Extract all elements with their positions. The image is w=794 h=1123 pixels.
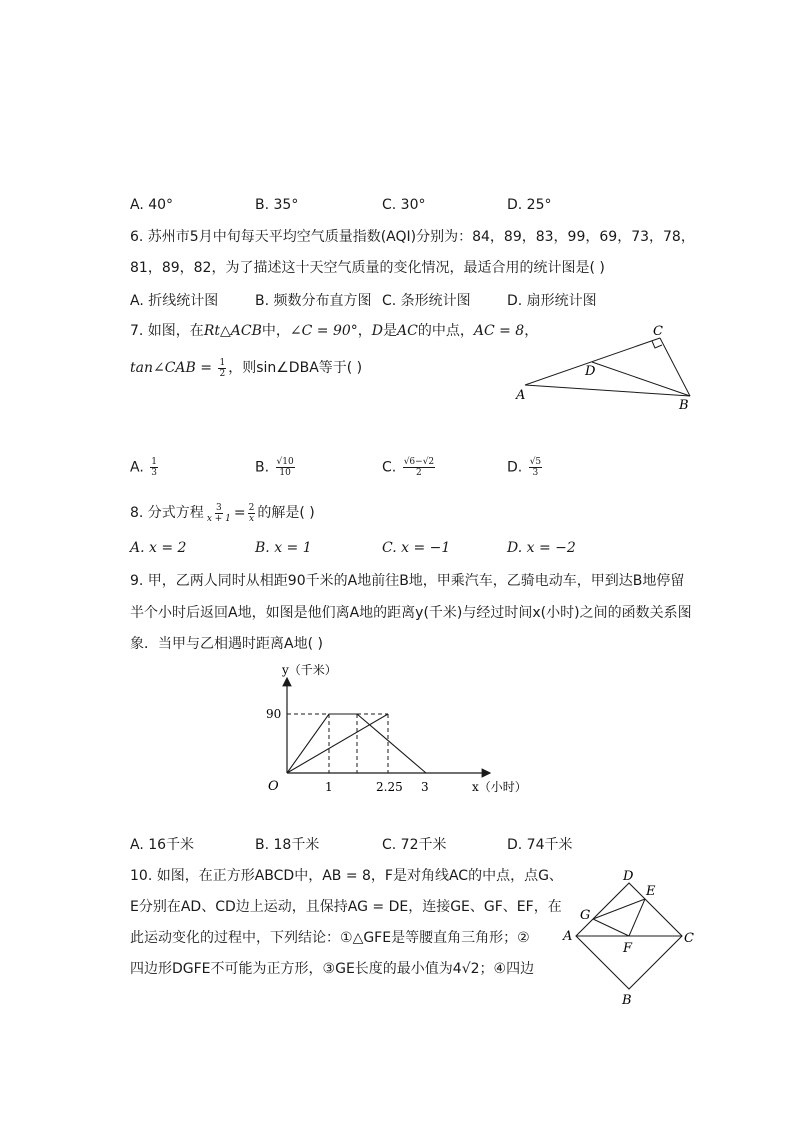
q8-option-b: B. x = 1 xyxy=(255,540,312,556)
q8-fraction-1-den: x + 1 xyxy=(206,513,231,524)
q10-square-figure xyxy=(560,864,700,1009)
q7-option-b xyxy=(255,457,297,478)
q9-line-yi xyxy=(287,714,388,773)
q7-label-c: C xyxy=(653,324,663,339)
q6-option-b: B. 频数分布直方图 xyxy=(255,293,372,309)
q7-option-d-den: 3 xyxy=(532,468,539,478)
q7-option-b-label: B. xyxy=(255,459,270,476)
q10-label-c: C xyxy=(684,931,694,946)
q8-equals: = xyxy=(233,505,246,521)
q9-y-label: y（千米） xyxy=(282,663,337,677)
q7-option-c-fraction xyxy=(403,457,435,478)
q9-option-c: C. 72千米 xyxy=(382,837,447,853)
q7-segment-ac: AC xyxy=(397,323,418,339)
q7-label-a: A xyxy=(516,388,526,403)
q7-question-end: ，则sin∠DBA等于( ) xyxy=(228,360,363,376)
q7-option-a-label: A. xyxy=(130,459,144,476)
q9-x-tick-1: 1 xyxy=(325,780,333,794)
q7-acb: ACB xyxy=(230,323,262,339)
q7-option-b-num: √10 xyxy=(276,457,294,467)
q9-distance-time-graph xyxy=(260,660,550,805)
q10-conclusion-2: 四边形DGFE不可能为正方形， xyxy=(130,961,323,977)
q7-option-a-num: 1 xyxy=(151,457,157,467)
q7-mid2: 是 xyxy=(383,323,398,339)
q7-angle-c: ∠C = 90° xyxy=(289,323,358,339)
q10-label-e: E xyxy=(646,884,656,899)
q9-option-d: D. 74千米 xyxy=(507,837,573,853)
q7-option-c xyxy=(382,457,437,478)
q7-half-fraction xyxy=(218,358,226,379)
q10-label-d: D xyxy=(623,869,634,884)
q7-option-c-num: √6−√2 xyxy=(403,457,435,467)
q10-label-f: F xyxy=(623,941,633,956)
q10-circled-4: ④ xyxy=(493,961,507,977)
q7-rt: Rt xyxy=(203,323,220,339)
q6-option-a: A. 折线统计图 xyxy=(130,293,219,309)
q9-text-line-3: 象．当甲与乙相遇时距离A地( ) xyxy=(130,636,323,652)
q10-text-line-4 xyxy=(130,959,534,979)
q5-option-c: C. 30° xyxy=(382,197,426,213)
q9-text-line-2: 半个小时后返回A地，如图是他们离A地的距离y(千米)与经过时间x(小时)之间的函数关系图 xyxy=(130,605,692,621)
q9-text-line-1: 9. 甲，乙两人同时从相距90千米的A地前往B地，甲乘汽车，乙骑电动车，甲到达B地停留 xyxy=(130,573,685,589)
q9-option-b: B. 18千米 xyxy=(255,837,320,853)
q6-option-d: D. 扇形统计图 xyxy=(507,293,597,309)
q9-y-tick-90: 90 xyxy=(266,707,282,721)
q7-text-line-1 xyxy=(130,321,538,341)
q10-label-a: A xyxy=(563,929,573,944)
q9-x-tick-3: 3 xyxy=(421,780,429,794)
q7-option-a-den: 3 xyxy=(151,468,157,478)
q7-label-b: B xyxy=(679,398,689,413)
q8-option-c: C. x = −1 xyxy=(382,540,451,556)
q7-sep: ， xyxy=(357,323,372,339)
q8-suffix: 的解是( ) xyxy=(257,505,315,521)
q9-origin: O xyxy=(268,779,279,794)
q6-text-line-2: 81，89，82，为了描述这十天空气质量的变化情况，最适合用的统计图是( ) xyxy=(130,260,605,276)
q10-text-line-1: 10. 如图，在正方形ABCD中，AB = 8，F是对角线AC的中点，点G、 xyxy=(130,868,563,884)
q8-option-d: D. x = −2 xyxy=(507,540,576,556)
q6-text-line-1: 6. 苏州市5月中旬每天平均空气质量指数(AQI)分别为：84，89，83，99，69，73，78， xyxy=(130,229,695,245)
q7-option-c-label: C. xyxy=(382,459,397,476)
q8-prefix: 8. 分式方程 xyxy=(130,505,204,521)
q10-circled-3: ③ xyxy=(322,961,336,977)
q10-segment-gf xyxy=(593,919,629,936)
q7-option-b-den: 10 xyxy=(279,468,291,478)
q10-text-line-3 xyxy=(130,928,530,948)
q7-label-d: D xyxy=(585,364,596,379)
q7-option-d-label: D. xyxy=(507,459,523,476)
q8-fraction-2-den: x xyxy=(248,513,255,524)
q7-option-a-fraction xyxy=(150,457,158,478)
q8-fraction-2 xyxy=(248,503,256,524)
q5-option-a: A. 40° xyxy=(130,197,174,213)
q7-tan: tan∠CAB = xyxy=(130,360,217,376)
q7-triangle-symbol: △ xyxy=(219,323,231,339)
q7-option-d-num: √5 xyxy=(529,457,542,467)
q8-option-a: A. x = 2 xyxy=(130,540,187,556)
q7-ac-value: AC = 8 xyxy=(473,323,525,339)
q8-fraction-1-num: 3 xyxy=(215,502,222,513)
q7-option-b-fraction xyxy=(276,457,295,478)
q8-fraction-1 xyxy=(206,503,232,524)
q10-line3-prefix: 此运动变化的过程中，下列结论： xyxy=(130,930,340,946)
q7-option-d xyxy=(507,457,544,478)
q7-mid3: 的中点， xyxy=(417,323,474,339)
q10-circled-1: ① xyxy=(340,930,353,946)
q7-mid1: 中， xyxy=(261,323,290,339)
q7-half-num: 1 xyxy=(219,357,226,368)
q10-label-g: G xyxy=(580,908,591,923)
q7-text-line-2 xyxy=(130,356,362,380)
q7-triangle-figure xyxy=(510,318,710,418)
q7-prefix: 7. 如图，在 xyxy=(130,323,204,339)
q10-circled-2: ② xyxy=(517,930,530,946)
q7-option-a xyxy=(130,457,160,478)
q9-option-a: A. 16千米 xyxy=(130,837,195,853)
q5-option-d: D. 25° xyxy=(507,197,552,213)
q7-option-c-den: 2 xyxy=(416,468,422,478)
q7-comma: ， xyxy=(524,323,539,339)
q7-option-d-fraction xyxy=(529,457,542,478)
q10-label-b: B xyxy=(622,993,632,1008)
q7-half-den: 2 xyxy=(219,368,226,379)
q9-x-tick-225: 2.25 xyxy=(376,780,403,794)
q5-option-b: B. 35° xyxy=(255,197,299,213)
q9-x-label: x（小时） xyxy=(472,780,527,794)
q8-text-line xyxy=(130,500,315,526)
q8-fraction-2-num: 2 xyxy=(248,502,255,513)
q10-conclusion-3: GE长度的最小值为4√2； xyxy=(335,961,494,977)
q10-text-line-2: E分别在AD、CD边上运动，且保持AG = DE，连接GE、GF、EF，在 xyxy=(130,899,562,915)
q10-conclusion-1: △GFE是等腰直角三角形； xyxy=(352,930,518,946)
q6-option-c: C. 条形统计图 xyxy=(382,293,471,309)
q10-conclusion-4-start: 四边 xyxy=(506,961,535,977)
q7-point-d: D xyxy=(371,323,384,339)
